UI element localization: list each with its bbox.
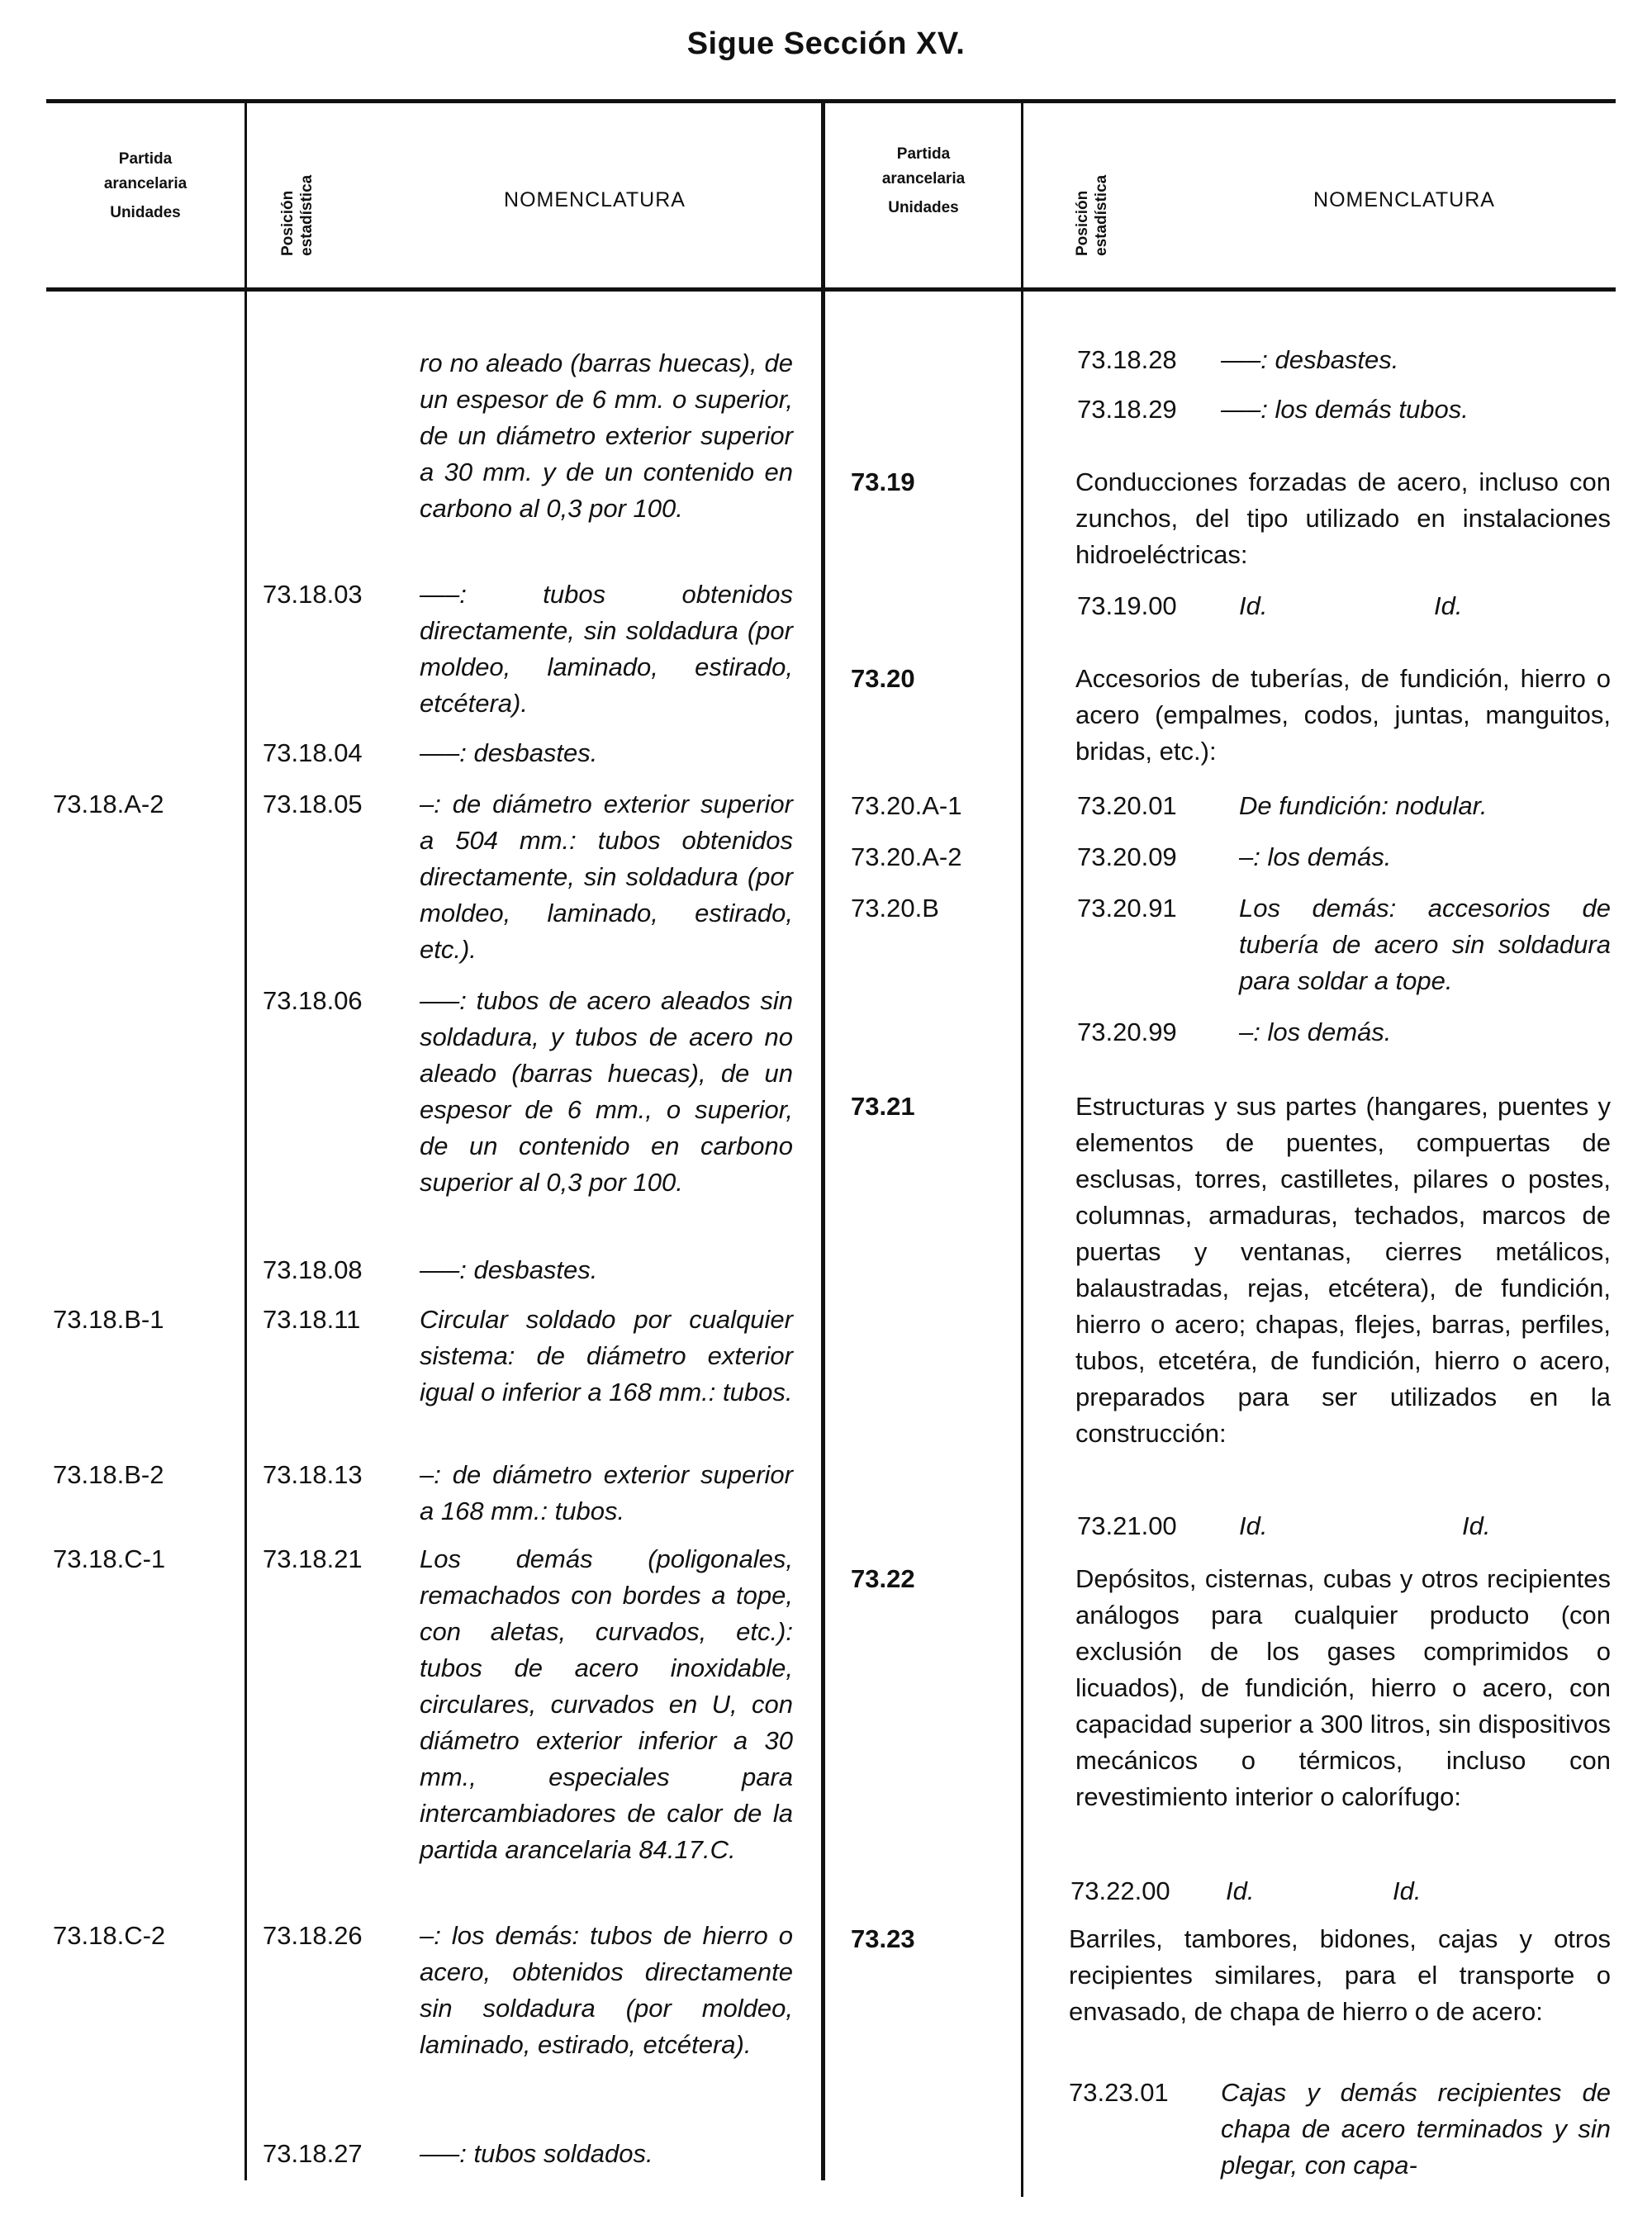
nomenclature-heading: Conducciones forzadas de acero, incluso con zunchos, del tipo utilizado en instalaciones hidroeléctricas: <box>1075 467 1611 569</box>
header-text: arancelaria <box>103 175 188 193</box>
header-partida-left <box>46 147 244 225</box>
partida-code: 73.18.B-2 <box>53 1460 164 1489</box>
nomenclature-text: –: los demás. <box>1239 842 1392 871</box>
nomenclature-heading: Depósitos, cisternas, cubas y otros recipientes análogos para cualquier producto (con exclusión de los gases comprimidos o licuados), de fundición, hierro o acero, con capacidad superior a 300 litros, sin dispositivos mecánicos o térmicos, incluso con revestimiento interior o calorífugo: <box>1075 1564 1611 1811</box>
position-code: 73.21.00 <box>1077 1511 1177 1540</box>
position-code: 73.20.09 <box>1077 842 1177 871</box>
position-code: 73.18.11 <box>263 1305 361 1334</box>
nomenclature-heading: Accesorios de tuberías, de fundición, hierro o acero (empalmes, codos, juntas, manguitos, bridas, etc.): <box>1075 664 1611 766</box>
partida-code: 73.18.B-1 <box>53 1305 164 1334</box>
nomenclature-text: ro no aleado (barras huecas), de un espesor de 6 mm. o superior, de un diámetro exterior superior a 30 mm. y de un contenido en carbono al 0,3 por 100. <box>420 349 793 523</box>
column-divider-center <box>821 99 825 2180</box>
partida-code: 73.18.A-2 <box>53 790 164 818</box>
nomenclature-text: –: los demás: tubos de hierro o acero, obtenidos directamente sin soldadura (por moldeo, laminado, estirado, etcétera). <box>420 1921 793 2059</box>
position-code: 73.20.99 <box>1077 1017 1177 1046</box>
position-code: 73.18.21 <box>263 1544 363 1573</box>
header-text: Posición <box>279 190 297 256</box>
position-code: 73.18.13 <box>263 1460 363 1489</box>
position-code: 73.20.91 <box>1077 894 1177 923</box>
position-code: 73.22.00 <box>1070 1876 1170 1905</box>
partida-code: 73.23 <box>851 1924 915 1953</box>
partida-code: 73.20.B <box>851 894 939 923</box>
header-posicion-right <box>1074 175 1112 256</box>
nomenclature-text: Id. <box>1239 1511 1268 1540</box>
partida-code: 73.22 <box>851 1564 915 1593</box>
header-bottom-rule <box>46 287 1616 292</box>
nomenclature-text: –: los demás. <box>1239 1017 1392 1046</box>
nomenclature-text: Los demás: accesorios de tubería de acero sin soldadura para soldar a tope. <box>1239 894 1611 995</box>
nomenclature-text: —–: desbastes. <box>420 1255 598 1284</box>
nomenclature-text: —–: tubos obtenidos directamente, sin soldadura (por moldeo, laminado, estirado, etcétera). <box>420 580 793 718</box>
nomenclature-text: De fundición: nodular. <box>1239 791 1488 820</box>
header-partida-right <box>826 142 1021 221</box>
column-divider-1 <box>244 99 247 2180</box>
nomenclature-text: —–: los demás tubos. <box>1221 395 1469 424</box>
position-code: 73.19.00 <box>1077 591 1177 620</box>
nomenclature-text: Id. <box>1393 1876 1422 1905</box>
nomenclature-text: –: de diámetro exterior superior a 168 mm.: tubos. <box>420 1460 793 1525</box>
nomenclature-text: –: de diámetro exterior superior a 504 mm.: tubos obtenidos directamente, sin soldadura (por moldeo, laminado, estirado, etc.). <box>420 790 793 964</box>
nomenclature-text: —–: desbastes. <box>420 738 598 767</box>
nomenclature-text: Id. <box>1434 591 1463 620</box>
position-code: 73.18.28 <box>1077 345 1177 374</box>
partida-code: 73.20 <box>851 664 915 693</box>
nomenclature-text: Los demás (poligonales, remachados con bordes a tope, con aletas, curvados, etc.): tubos de acero inoxidable, circulares, curvados en U, con diámetro exterior inferior a 30 mm., especiales para intercambiadores de calor de la partida arancelaria 84.17.C. <box>420 1544 793 1864</box>
nomenclature-heading: Estructuras y sus partes (hangares, puentes y elementos de puentes, compuertas de esclusas, torres, castilletes, pilares o postes, columnas, armaduras, techados, marcos de puertas y ventanas, cierres metálicos, balaustradas, rejas, etcétera), de fundición, hierro o acero; chapas, flejes, barras, perfiles, tubos, etcetéra, de fundición, hierro o acero, preparados para ser utilizados en la construcción: <box>1075 1092 1611 1448</box>
nomenclature-text: Id. <box>1462 1511 1491 1540</box>
header-text: Unidades <box>110 203 181 221</box>
position-code: 73.18.04 <box>263 738 363 767</box>
position-code: 73.18.08 <box>263 1255 363 1284</box>
partida-code: 73.18.C-2 <box>53 1921 166 1950</box>
nomenclature-text: Circular soldado por cualquier sistema: de diámetro exterior igual o inferior a 168 mm.: tubos. <box>420 1305 793 1406</box>
nomenclature-text: —–: desbastes. <box>1221 345 1399 374</box>
header-text: arancelaria <box>881 170 966 188</box>
position-code: 73.18.26 <box>263 1921 363 1950</box>
header-text: estadística <box>1092 174 1110 256</box>
position-code: 73.18.03 <box>263 580 363 609</box>
header-text: Partida <box>896 145 951 163</box>
header-nomenclatura-right: NOMENCLATURA <box>1313 188 1495 211</box>
nomenclature-text: Id. <box>1239 591 1268 620</box>
partida-code: 73.20.A-1 <box>851 791 962 820</box>
header-nomenclatura-left: NOMENCLATURA <box>504 188 686 211</box>
nomenclature-text: Cajas y demás recipientes de chapa de acero terminados y sin plegar, con capa- <box>1221 2078 1611 2180</box>
partida-code: 73.20.A-2 <box>851 842 962 871</box>
header-posicion-left <box>279 175 317 256</box>
position-code: 73.23.01 <box>1069 2078 1169 2107</box>
header-text: Unidades <box>888 198 959 216</box>
header-text: Posición <box>1074 190 1091 256</box>
position-code: 73.18.06 <box>263 986 363 1015</box>
page-title: Sigue Sección XV. <box>686 26 966 61</box>
position-code: 73.20.01 <box>1077 791 1177 820</box>
header-text: estadística <box>297 174 316 256</box>
position-code: 73.18.27 <box>263 2139 363 2168</box>
nomenclature-text: Id. <box>1226 1876 1255 1905</box>
nomenclature-heading: Barriles, tambores, bidones, cajas y otros recipientes similares, para el transporte o envasado, de chapa de hierro o de acero: <box>1069 1924 1611 2026</box>
position-code: 73.18.05 <box>263 790 363 818</box>
partida-code: 73.19 <box>851 467 915 496</box>
column-divider-3 <box>1021 99 1023 2197</box>
partida-code: 73.21 <box>851 1092 915 1121</box>
partida-code: 73.18.C-1 <box>53 1544 166 1573</box>
header-text: Partida <box>118 150 173 168</box>
header-top-rule <box>46 99 1616 103</box>
nomenclature-text: —–: tubos de acero aleados sin soldadura, y tubos de acero no aleado (barras huecas), de un espesor de 6 mm., o superior, de un contenido en carbono superior al 0,3 por 100. <box>420 986 793 1197</box>
position-code: 73.18.29 <box>1077 395 1177 424</box>
nomenclature-text: —–: tubos soldados. <box>420 2139 653 2168</box>
